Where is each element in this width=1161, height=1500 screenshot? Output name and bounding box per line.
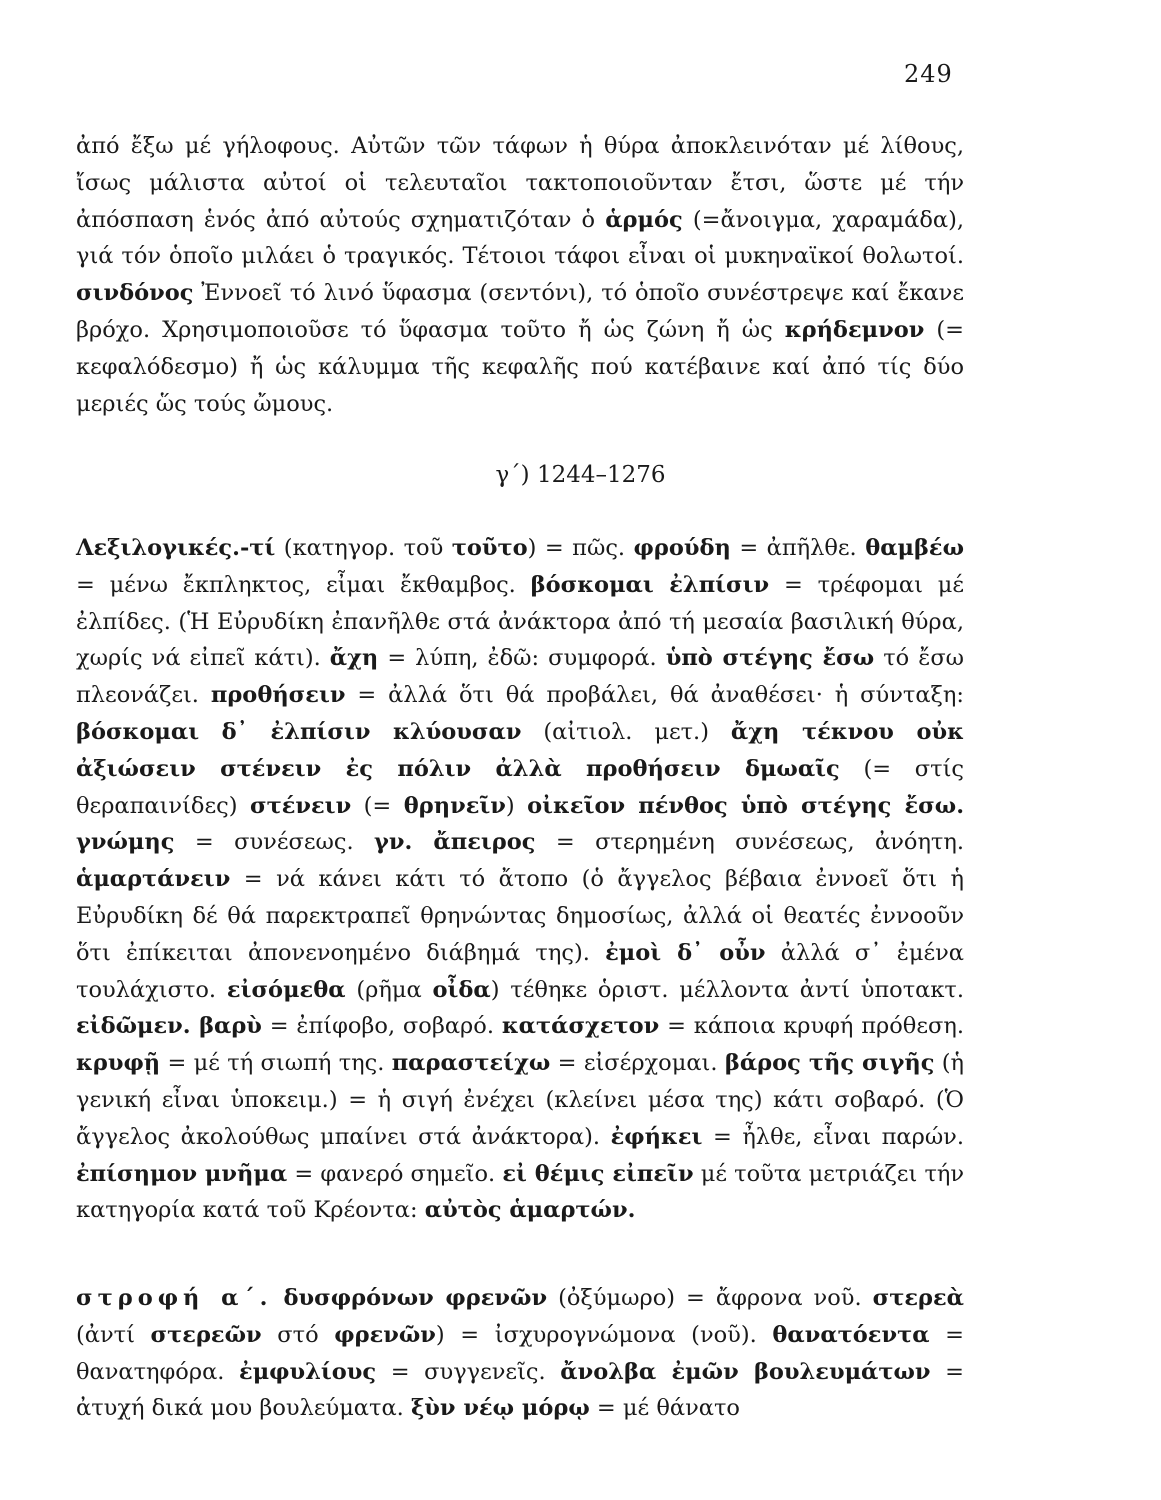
term-bold: στένειν: [249, 792, 352, 819]
term-bold: οἶδα: [432, 976, 491, 1003]
text-run: = φανερό σημεῖο.: [294, 1160, 496, 1187]
text-run: (= κεφαλόδεσμο) ἤ ὡς κάλυμμα τῆς κεφαλῆς πού κατέβαινε καί ἀπό τίς δύο μεριές ὥς τούς ὤμους.: [76, 316, 964, 417]
term-bold: κρήδεμνον: [784, 316, 925, 343]
text-run: = ἀτυχή δικά μου βουλεύματα.: [76, 1358, 964, 1422]
term-bold: βάρος τῆς σιγῆς: [724, 1050, 935, 1077]
text-run: = εἰσέρχομαι.: [557, 1050, 718, 1077]
text-run: στό: [277, 1321, 319, 1348]
term-bold: παραστείχω: [391, 1050, 551, 1077]
text-run: μέ τοῦτα μετριάζει τήν κατηγορία κατά τοῦ Κρέοντα:: [76, 1160, 965, 1224]
text-run: ) τέθηκε ὁριστ. μέλλοντα ἀντί ὑποτακτ.: [490, 976, 965, 1003]
text-run: (ἡ γενική εἶναι ὑποκειμ.) = ἡ σιγή ἐνέχει (κλείνει μέσα της) κάτι σοβαρό. (Ὁ ἄγγελος ἀκολούθως μπαίνει στά ἀνάκτορα).: [76, 1050, 965, 1150]
term-bold: ἁρμός: [605, 206, 683, 233]
term-bold: στερεῶν: [150, 1321, 262, 1348]
strophe-label: στροφή α΄.: [76, 1285, 273, 1311]
text-run: = ἀπῆλθε.: [739, 535, 857, 561]
term-bold: τοῦτο: [451, 535, 528, 561]
term-bold: θανατόεντα: [772, 1321, 930, 1348]
text-run: (=ἄνοιγμα, χαραμάδα), γιά τόν ὁποῖο μιλάει ὁ τραγικός. Τέτοιοι τάφοι εἶναι οἱ μυκηναϊκοί θολωτοί.: [76, 206, 964, 270]
text-run: = συνέσεως.: [194, 829, 354, 856]
term-bold: οἰκεῖον πένθος ὑπὸ στέγης ἔσω. γνώμης: [76, 792, 965, 856]
text-run: = θανατηφόρα.: [76, 1321, 965, 1385]
term-bold: σινδόνος: [76, 280, 194, 307]
term-bold: κατάσχετον: [501, 1013, 660, 1040]
term-bold: φρούδη: [633, 535, 731, 561]
term-bold: ἁμαρτάνειν: [76, 866, 231, 893]
paragraph-strophe: [76, 1280, 964, 1427]
text-run: Ἐννοεῖ τό λινό ὕφασμα (σεντόνι), τό ὁποῖο συνέστρεψε καί ἔκανε βρόχο. Χρησιμοποιοῦσε τό ὕφασμα τοῦτο ἤ ὡς ζώνη ἤ ὡς: [76, 280, 964, 343]
text-run: = ἦλθε, εἶναι παρών.: [712, 1123, 965, 1150]
term-bold: εἰ θέμις εἰπεῖν: [502, 1160, 694, 1187]
text-run: = ἐπίφοβο, σοβαρό.: [269, 1013, 494, 1040]
term-bold: ἄχη: [329, 645, 379, 672]
text-run: (=: [363, 792, 392, 819]
term-bold: δυσφρόνων φρενῶν: [283, 1285, 548, 1311]
section-heading: γ΄) 1244–1276: [495, 462, 666, 488]
text-run: ) = ἰσχυρογνώμονα (νοῦ).: [435, 1321, 757, 1348]
text-run: = μέ τή σιωπή της.: [167, 1050, 385, 1077]
term-bold: εἰδῶμεν. βαρὺ: [76, 1013, 262, 1040]
text-run: (= στίς θεραπαινίδες): [76, 755, 964, 819]
text-run: (ρῆμα: [356, 976, 422, 1003]
page-number: 249: [904, 60, 953, 88]
term-bold: Λεξιλογικές.-τί: [76, 535, 276, 561]
text-run: (ἀντί: [76, 1321, 135, 1348]
text-run: = κάποια κρυφή πρόθεση.: [667, 1013, 964, 1040]
term-bold: βόσκομαι δ᾽ ἐλπίσιν κλύουσαν: [76, 718, 522, 745]
text-run: (αἰτιολ. μετ.): [543, 718, 709, 745]
text-run: ): [505, 792, 515, 819]
paragraph-vocabulary: [76, 530, 964, 1229]
text-run: ἀπό ἔξω μέ γήλοφους. Αὐτῶν τῶν τάφων ἡ θύρα ἀποκλεινόταν μέ λίθους, ἴσως μάλιστα αὐτοί οἱ τελευταῖοι τακτοποιοῦνταν ἔτσι, ὥστε μέ τήν ἀπόσπαση ἑνός ἀπό αὐτούς σχηματιζόταν ὁ: [76, 133, 964, 233]
term-bold: στερεὰ: [872, 1285, 964, 1311]
term-bold: ἄνολβα ἐμῶν βουλευμάτων: [560, 1358, 931, 1385]
term-bold: ἐπίσημον μνῆμα: [76, 1160, 288, 1187]
term-bold: αὐτὸς ἁμαρτών.: [424, 1197, 636, 1224]
text-run: ) = πῶς.: [527, 535, 626, 561]
term-bold: ἐφήκει: [610, 1123, 703, 1150]
paragraph-tomb-description: [76, 128, 964, 422]
text-run: = μέ θάνατο: [596, 1395, 740, 1422]
text-run: = λύπη, ἐδῶ: συμφορά.: [387, 645, 657, 672]
term-bold: ξὺν νέῳ μόρῳ: [410, 1395, 590, 1422]
text-run: τό ἔσω πλεονάζει.: [76, 645, 965, 709]
term-bold: εἰσόμεθα: [226, 976, 346, 1003]
text-run: ἀλλά σ᾽ ἐμένα τουλάχιστο.: [76, 939, 964, 1003]
text-run: = μένω ἔκπληκτος, εἶμαι ἔκθαμβος.: [76, 571, 516, 598]
term-bold: κρυφῇ: [76, 1050, 161, 1077]
term-bold: φρενῶν: [334, 1321, 436, 1348]
term-bold: βόσκομαι ἐλπίσιν: [530, 571, 770, 598]
term-bold: θαμβέω: [865, 535, 965, 561]
text-run: = ἀλλά ὅτι θά προβάλει, θά ἀναθέσει· ἡ σύνταξη:: [357, 682, 964, 709]
text-run: = τρέφομαι μέ ἐλπίδες. (Ἡ Εὐρυδίκη ἐπανῆλθε στά ἀνάκτορα ἀπό τή μεσαία βασιλική θύρα, χωρίς νά εἰπεῖ κάτι).: [76, 571, 965, 672]
term-bold: προθήσειν: [210, 682, 346, 709]
text-run: = συγγενεῖς.: [390, 1358, 546, 1385]
term-bold: γν. ἄπειρος: [374, 829, 536, 856]
text-run: (ὀξύμωρο) = ἄφρονα νοῦ.: [558, 1285, 862, 1311]
term-bold: ἄχη τέκνου οὐκ ἀξιώσειν στένειν ἐς πόλιν ἀλλὰ προθήσειν δμωαῖς: [76, 718, 964, 782]
term-bold: ὑπὸ στέγης ἔσω: [665, 645, 875, 672]
term-bold: ἐμοὶ δ᾽ οὖν: [605, 939, 766, 966]
text-run: (κατηγορ. τοῦ: [283, 535, 444, 561]
term-bold: θρηνεῖν: [403, 792, 506, 819]
text-run: = νά κάνει κάτι τό ἄτοπο (ὁ ἄγγελος βέβαια ἐννοεῖ ὅτι ἡ Εὐρυδίκη δέ θά παρεκτραπεῖ θρηνώντας δημοσίως, ἀλλά οἱ θεατές ἐννοοῦν ὅτι ἐπίκειται ἀπονενοημένο διάβημά της).: [76, 866, 964, 966]
term-bold: ἐμφυλίους: [239, 1358, 377, 1385]
text-run: = στερημένη συνέσεως, ἀνόητη.: [555, 829, 965, 856]
